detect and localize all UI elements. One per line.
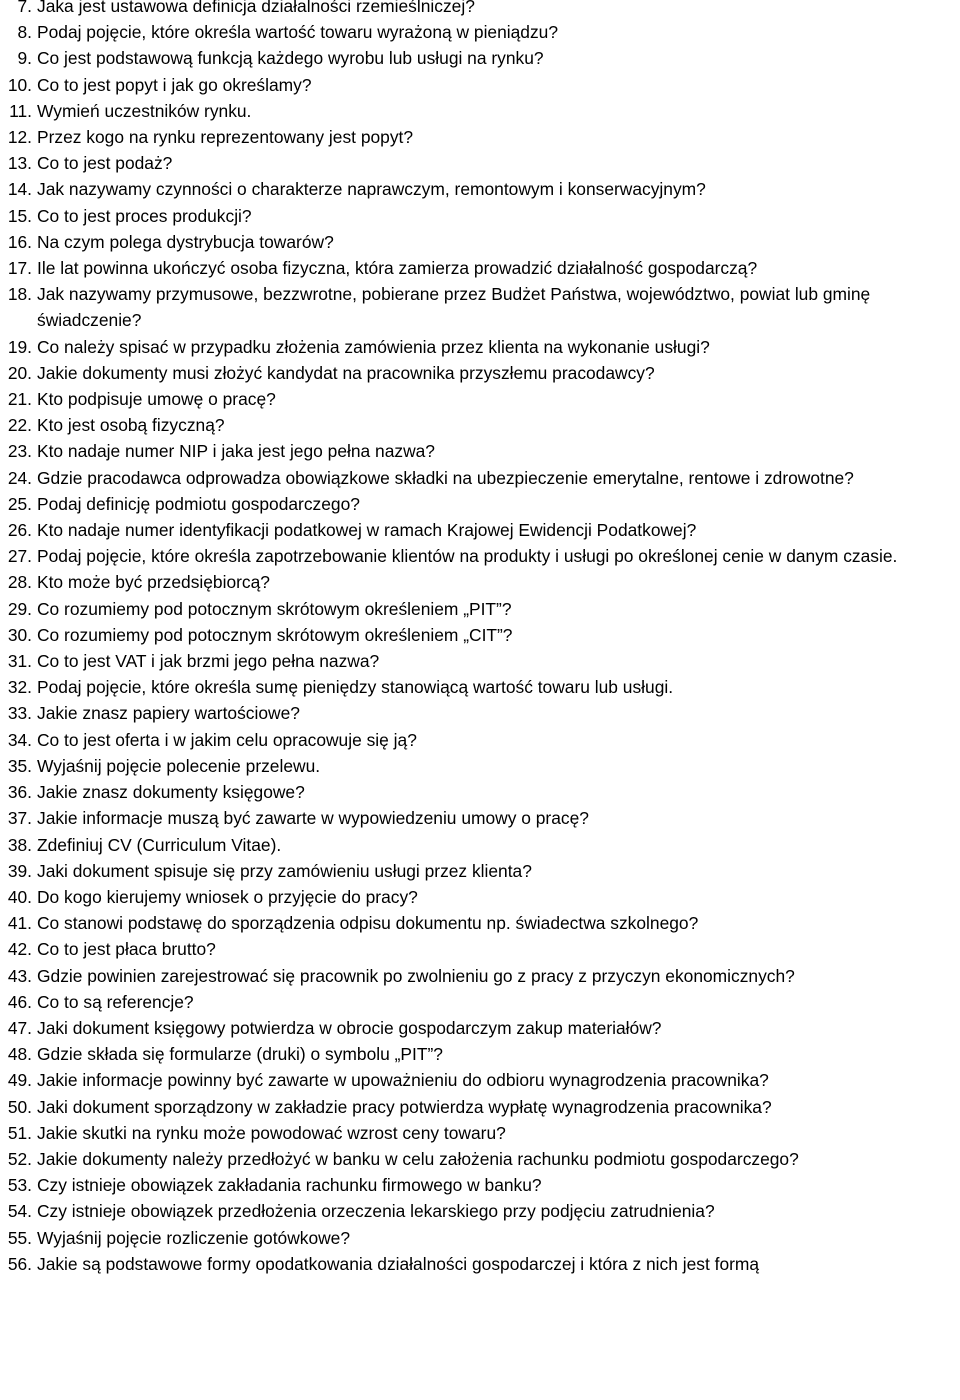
question-item [0, 622, 960, 648]
question-text: Czy istnieje obowiązek zakładania rachunku firmowego w banku? [37, 1175, 542, 1196]
question-number: 43. [7, 965, 32, 986]
question-item [0, 727, 960, 753]
question-item [0, 648, 960, 674]
question-item [0, 203, 960, 229]
question-number: 20. [7, 362, 32, 383]
question-text: Jakie informacje muszą być zawarte w wypowiedzeniu umowy o pracę? [37, 808, 589, 829]
question-text: Jaki dokument spisuje się przy zamówieniu usługi przez klienta? [37, 860, 532, 881]
question-text: Czy istnieje obowiązek przedłożenia orzeczenia lekarskiego przy podjęciu zatrudnienia? [37, 1201, 715, 1222]
question-number: 49. [7, 1070, 32, 1091]
question-item [0, 936, 960, 962]
question-item [0, 412, 960, 438]
question-text: Jakie informacje powinny być zawarte w upoważnieniu do odbioru wynagrodzenia pracownika? [37, 1070, 769, 1091]
question-item [0, 543, 960, 569]
question-text: Co należy spisać w przypadku złożenia zamówienia przez klienta na wykonanie usługi? [37, 336, 710, 357]
question-number: 56. [7, 1253, 32, 1274]
question-text: Jakie dokumenty należy przedłożyć w banku w celu założenia rachunku podmiotu gospodarczego? [37, 1148, 799, 1169]
question-number: 41. [7, 913, 32, 934]
question-item [0, 255, 960, 281]
question-number: 12. [7, 127, 32, 148]
question-text: Kto może być przedsiębiorcą? [37, 572, 270, 593]
question-number: 39. [7, 860, 32, 881]
question-text: Co to jest oferta i w jakim celu opracowuje się ją? [37, 729, 417, 750]
question-item [0, 124, 960, 150]
question-number: 31. [7, 651, 32, 672]
question-item [0, 229, 960, 255]
question-item [0, 1015, 960, 1041]
question-text: Gdzie pracodawca odprowadza obowiązkowe składki na ubezpieczenie emerytalne, rentowe i zdrowotne? [37, 467, 854, 488]
question-text: Kto podpisuje umowę o pracę? [37, 389, 276, 410]
question-text: Co to jest płaca brutto? [37, 939, 216, 960]
question-item [0, 779, 960, 805]
question-item [0, 281, 960, 333]
question-number: 29. [7, 598, 32, 619]
question-item [0, 1120, 960, 1146]
question-number: 36. [7, 782, 32, 803]
question-item [0, 569, 960, 595]
question-number: 23. [7, 441, 32, 462]
question-item [0, 1094, 960, 1120]
question-item [0, 989, 960, 1015]
question-item [0, 700, 960, 726]
question-item [0, 98, 960, 124]
question-item [0, 1172, 960, 1198]
question-text: Jak nazywamy czynności o charakterze naprawczym, remontowym i konserwacyjnym? [37, 179, 706, 200]
question-item [0, 386, 960, 412]
question-number: 54. [7, 1201, 32, 1222]
question-item [0, 334, 960, 360]
question-item [0, 465, 960, 491]
question-text: Przez kogo na rynku reprezentowany jest popyt? [37, 127, 414, 148]
question-item [0, 491, 960, 517]
question-number: 38. [7, 834, 32, 855]
question-number: 24. [7, 467, 32, 488]
question-item [0, 360, 960, 386]
question-item [0, 963, 960, 989]
question-item [0, 19, 960, 45]
question-number: 8. [17, 22, 32, 43]
question-text: Jakie skutki na rynku może powodować wzrost ceny towaru? [37, 1122, 506, 1143]
question-item [0, 72, 960, 98]
question-text: Kto nadaje numer NIP i jaka jest jego pełna nazwa? [37, 441, 435, 462]
question-number: 53. [7, 1175, 32, 1196]
question-number: 19. [7, 336, 32, 357]
question-text: Podaj pojęcie, które określa wartość towaru wyrażoną w pieniądzu? [37, 22, 559, 43]
question-item [0, 517, 960, 543]
question-text: Na czym polega dystrybucja towarów? [37, 231, 334, 252]
question-number: 46. [7, 991, 32, 1012]
question-text: Podaj pojęcie, które określa sumę pieniędzy stanowiącą wartość towaru lub usługi. [37, 677, 674, 698]
question-text: Jakie są podstawowe formy opodatkowania działalności gospodarczej i która z nich jest formą [37, 1253, 760, 1274]
question-number: 13. [7, 153, 32, 174]
question-number: 32. [7, 677, 32, 698]
question-text: Jaki dokument księgowy potwierdza w obrocie gospodarczym zakup materiałów? [37, 1017, 662, 1038]
question-number: 37. [7, 808, 32, 829]
question-text: Jaki dokument sporządzony w zakładzie pracy potwierdza wypłatę wynagrodzenia pracownika? [37, 1096, 772, 1117]
question-number: 42. [7, 939, 32, 960]
question-text: Co jest podstawową funkcją każdego wyrobu lub usługi na rynku? [37, 48, 544, 69]
question-item [0, 910, 960, 936]
question-item [0, 438, 960, 464]
question-item [0, 858, 960, 884]
question-text: Zdefiniuj CV (Curriculum Vitae). [37, 834, 282, 855]
question-item [0, 832, 960, 858]
question-text: Wyjaśnij pojęcie polecenie przelewu. [37, 755, 321, 776]
question-number: 52. [7, 1148, 32, 1169]
question-text: Jaka jest ustawowa definicja działalności rzemieślniczej? [37, 0, 475, 16]
question-item [0, 1067, 960, 1093]
question-number: 9. [17, 48, 32, 69]
question-item [0, 176, 960, 202]
question-item [0, 805, 960, 831]
question-text: Kto nadaje numer identyfikacji podatkowej w ramach Krajowej Ewidencji Podatkowej? [37, 520, 697, 541]
question-text: Co to jest podaż? [37, 153, 173, 174]
question-item [0, 884, 960, 910]
question-number: 10. [7, 74, 32, 95]
question-number: 35. [7, 755, 32, 776]
question-number: 51. [7, 1122, 32, 1143]
question-text: Wymień uczestników rynku. [37, 100, 252, 121]
question-text: Co rozumiemy pod potocznym skrótowym określeniem „CIT”? [37, 624, 513, 645]
question-text: Gdzie składa się formularze (druki) o symbolu „PIT”? [37, 1044, 443, 1065]
question-text: Co stanowi podstawę do sporządzenia odpisu dokumentu np. świadectwa szkolnego? [37, 913, 699, 934]
question-number: 47. [7, 1017, 32, 1038]
question-number: 30. [7, 624, 32, 645]
question-item [0, 1251, 960, 1277]
question-number: 34. [7, 729, 32, 750]
question-item [0, 150, 960, 176]
question-text: Co to jest proces produkcji? [37, 205, 252, 226]
question-item [0, 1225, 960, 1251]
question-number: 27. [7, 546, 32, 567]
question-text: Jakie dokumenty musi złożyć kandydat na pracownika przyszłemu pracodawcy? [37, 362, 655, 383]
question-number: 15. [7, 205, 32, 226]
question-text: Kto jest osobą fizyczną? [37, 415, 225, 436]
question-number: 16. [7, 231, 32, 252]
question-item [0, 1041, 960, 1067]
question-number: 55. [7, 1227, 32, 1248]
question-number: 18. [7, 284, 32, 305]
question-number: 22. [7, 415, 32, 436]
question-item [0, 596, 960, 622]
question-text: Jak nazywamy przymusowe, bezzwrotne, pobierane przez Budżet Państwa, województwo, powiat lub gminę świadczenie? [37, 284, 871, 331]
question-number: 14. [7, 179, 32, 200]
question-item [0, 45, 960, 71]
question-text: Podaj pojęcie, które określa zapotrzebowanie klientów na produkty i usługi po określonej cenie w danym czasie. [37, 546, 898, 567]
question-text: Do kogo kierujemy wniosek o przyjęcie do pracy? [37, 886, 418, 907]
question-item [0, 1198, 960, 1224]
question-number: 21. [7, 389, 32, 410]
question-item [0, 0, 960, 19]
question-number: 28. [7, 572, 32, 593]
question-text: Co rozumiemy pod potocznym skrótowym określeniem „PIT”? [37, 598, 512, 619]
question-text: Gdzie powinien zarejestrować się pracownik po zwolnieniu go z pracy z przyczyn ekonomicznych? [37, 965, 795, 986]
question-text: Wyjaśnij pojęcie rozliczenie gotówkowe? [37, 1227, 351, 1248]
question-item [0, 753, 960, 779]
question-text: Jakie znasz papiery wartościowe? [37, 703, 300, 724]
question-number: 7. [17, 0, 32, 16]
question-number: 11. [9, 100, 32, 121]
question-text: Jakie znasz dokumenty księgowe? [37, 782, 305, 803]
question-text: Co to jest popyt i jak go określamy? [37, 74, 312, 95]
question-text: Co to jest VAT i jak brzmi jego pełna nazwa? [37, 651, 380, 672]
question-number: 40. [7, 886, 32, 907]
question-number: 50. [7, 1096, 32, 1117]
question-number: 26. [7, 520, 32, 541]
question-text: Co to są referencje? [37, 991, 194, 1012]
question-item [0, 674, 960, 700]
question-number: 17. [7, 258, 32, 279]
question-item [0, 1146, 960, 1172]
question-text: Podaj definicję podmiotu gospodarczego? [37, 493, 360, 514]
question-number: 33. [7, 703, 32, 724]
question-text: Ile lat powinna ukończyć osoba fizyczna, która zamierza prowadzić działalność gospodarczą? [37, 258, 758, 279]
question-number: 25. [7, 493, 32, 514]
question-number: 48. [7, 1044, 32, 1065]
